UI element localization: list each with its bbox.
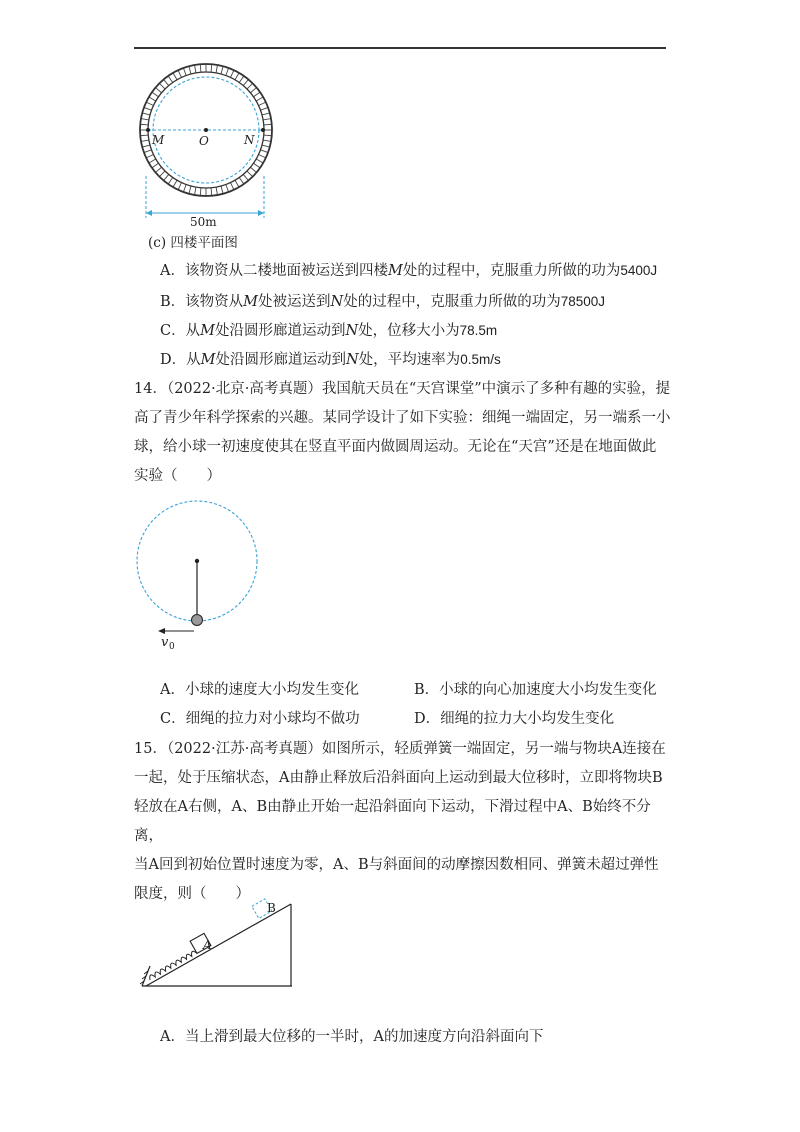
hatch-tick xyxy=(239,178,244,185)
hatch-tick xyxy=(173,73,177,80)
hatch-tick xyxy=(243,79,248,85)
hatch-tick xyxy=(141,140,149,141)
hatch-tick xyxy=(178,183,181,190)
hatch-tick xyxy=(263,140,271,141)
hatch-tick xyxy=(140,124,148,125)
incline-surface xyxy=(146,904,291,986)
hatch-tick xyxy=(226,185,229,193)
hatch-tick xyxy=(216,187,217,195)
hatch-tick xyxy=(263,119,271,120)
hatch-tick xyxy=(262,145,270,147)
hatch-tick xyxy=(142,113,150,115)
q14-option-b: B．小球的向心加速度大小均发生变化 xyxy=(414,682,657,698)
hatch-tick xyxy=(211,188,212,196)
velocity-subscript: 0 xyxy=(169,642,175,652)
circular-corridor-figure xyxy=(130,60,280,230)
hatch-tick xyxy=(140,135,148,136)
hatch-tick xyxy=(239,76,244,83)
hatch-tick xyxy=(195,65,196,73)
q14-option-a: A．小球的速度大小均发生变化 xyxy=(160,682,359,698)
q15-option-a: A．当上滑到最大位移的一半时，A的加速度方向沿斜面向下 xyxy=(160,1029,544,1045)
hatch-tick xyxy=(231,183,234,190)
hatch-tick xyxy=(216,65,217,73)
velocity-label: v xyxy=(161,635,169,650)
hatch-tick xyxy=(168,76,173,83)
hatch-tick xyxy=(159,83,165,89)
hatch-tick xyxy=(211,64,212,72)
hatch-tick xyxy=(256,97,263,101)
hatch-tick xyxy=(226,68,229,76)
point-m xyxy=(146,128,150,132)
hatch-tick xyxy=(183,185,186,193)
hatch-tick xyxy=(250,88,256,93)
q15-stem: 15．（2022·江苏·高考真题）如图所示，轻质弹簧一端固定，另一端与物块A连接在 一起，处于压缩状态，A由静止释放后沿斜面向上运动到最大位移时，立即将物块B 轻放在A右侧，A、B由静止开始一起沿斜面向下运动，下滑过程中A、B始终不分离， 当A回到初始位置时速度为零，A、B与斜面间的动摩擦因数相同、弹簧未超过弹性 限度，则（ ） xyxy=(134,741,666,902)
q14-stem: 14．（2022·北京·高考真题）我国航天员在“天宫课堂”中演示了多种有趣的实验，提 高了青少年科学探索的兴趣。某同学设计了如下实验：细绳一端固定，另一端系一小 球，给小球一初速度使其在竖直平面内做圆周运动。无论在“天宫”还是在地面做此 实验（ ） xyxy=(134,381,671,484)
figure-caption: (c) 四楼平面图 xyxy=(148,235,238,251)
hatch-tick xyxy=(261,150,269,153)
hatch-tick xyxy=(221,66,223,74)
label-n: N xyxy=(244,133,255,147)
q13-option-a: A．该物资从二楼地面被运送到四楼M处的过程中，克服重力所做的功为5400J xyxy=(160,263,658,279)
hatch-tick xyxy=(189,186,191,194)
hatch-tick xyxy=(259,102,266,105)
hatch-tick xyxy=(250,167,256,172)
hatch-tick xyxy=(264,135,272,136)
hatch-tick xyxy=(254,92,261,97)
hatch-tick xyxy=(247,171,253,177)
dimension-label: 50m xyxy=(190,215,217,229)
hatch-tick xyxy=(247,83,253,89)
hatch-tick xyxy=(262,113,270,115)
hatch-tick xyxy=(159,171,165,177)
hatch-tick xyxy=(259,155,266,158)
hatch-tick xyxy=(173,180,177,187)
hatch-tick xyxy=(178,70,181,77)
incline-spring-figure xyxy=(136,888,301,993)
hatch-tick xyxy=(195,187,196,195)
ball xyxy=(192,615,203,626)
hatch-tick xyxy=(149,97,156,101)
hatch-tick xyxy=(144,107,152,110)
pendulum-circle-figure xyxy=(130,500,270,655)
spring-coil xyxy=(148,950,197,980)
hatch-tick xyxy=(168,178,173,185)
wall-stopper xyxy=(140,966,150,986)
hatch-tick xyxy=(142,145,150,147)
hatch-tick xyxy=(235,73,239,80)
hatch-tick xyxy=(152,92,159,97)
q13-option-c: C．从M处沿圆形廊道运动到N处，位移大小为78.5m xyxy=(160,323,498,339)
hatch-tick xyxy=(231,70,234,77)
hatch-tick xyxy=(144,150,152,153)
hatch-tick xyxy=(243,174,248,180)
hatch-tick xyxy=(200,64,201,72)
q13-option-b: B．该物资从M处被运送到N处的过程中，克服重力所做的功为78500J xyxy=(160,294,605,310)
hatch-tick xyxy=(164,174,169,180)
hatch-tick xyxy=(261,107,269,110)
hatch-tick xyxy=(256,159,263,163)
hatch-tick xyxy=(183,68,186,76)
hatch-tick xyxy=(155,167,161,172)
hatch-tick xyxy=(149,159,156,163)
label-m: M xyxy=(152,133,165,147)
hatch-tick xyxy=(146,102,153,105)
q14-option-c: C．细绳的拉力对小球均不做功 xyxy=(160,711,360,727)
hatch-tick xyxy=(146,155,153,158)
label-b: B xyxy=(267,901,276,915)
hatch-tick xyxy=(141,119,149,120)
q13-option-d: D．从M处沿圆形廊道运动到N处，平均速率为0.5m/s xyxy=(160,352,501,368)
label-a: A xyxy=(203,938,212,952)
hatch-tick xyxy=(152,163,159,168)
hatch-tick xyxy=(264,124,272,125)
top-rule xyxy=(134,47,666,49)
hatch-tick xyxy=(254,163,261,168)
label-o: O xyxy=(199,134,209,148)
hatch-tick xyxy=(164,79,169,85)
hatch-tick xyxy=(189,66,191,74)
point-o xyxy=(204,128,208,132)
q14-option-d: D．细绳的拉力大小均发生变化 xyxy=(414,711,615,727)
hatch-tick xyxy=(200,188,201,196)
hatch-tick xyxy=(235,180,239,187)
hatch-tick xyxy=(155,88,161,93)
hatch-tick xyxy=(221,186,223,194)
point-n xyxy=(261,128,265,132)
